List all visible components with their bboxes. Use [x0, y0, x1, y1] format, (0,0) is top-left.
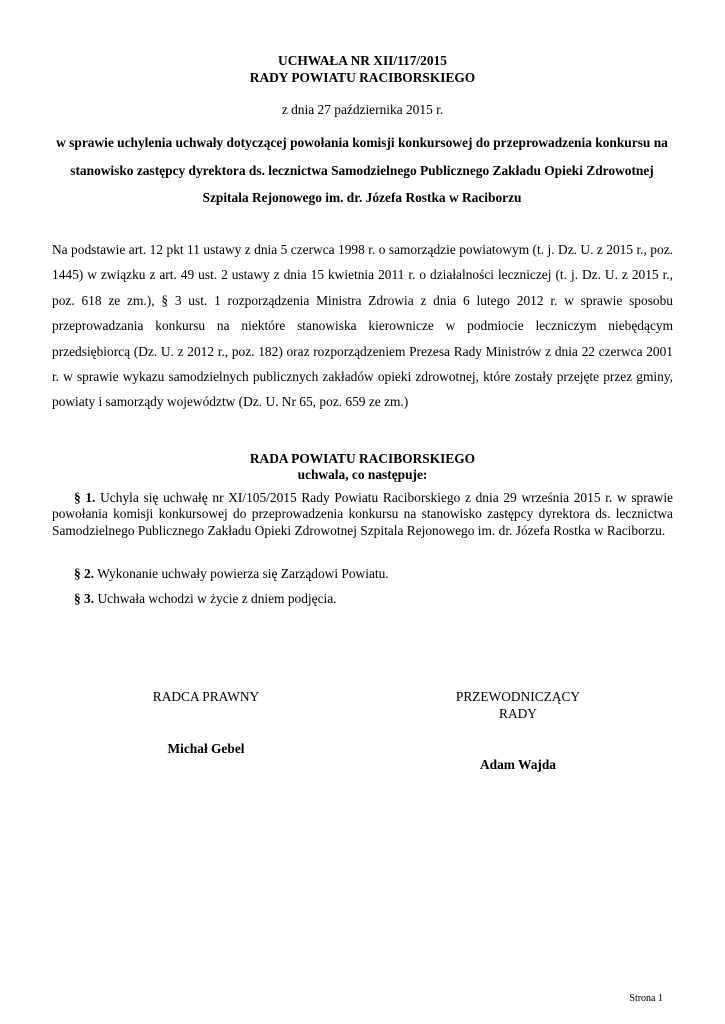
- paragraph-2-text: Wykonanie uchwały powierza się Zarządowi Powiatu.: [97, 566, 389, 581]
- legal-counsel-role: RADCA PRAWNY: [152, 689, 260, 704]
- legal-counsel-name: Michał Gebel: [167, 741, 245, 756]
- paragraph-2: [52, 566, 673, 582]
- council-heading: RADA POWIATU RACIBORSKIEGO: [249, 451, 476, 466]
- paragraph-2-label: § 2.: [74, 566, 95, 581]
- paragraph-3-text: Uchwała wchodzi w życie z dniem podjęcia.: [97, 591, 337, 606]
- chairman-role: PRZEWODNICZĄCY: [455, 689, 581, 704]
- paragraph-3-label: § 3.: [74, 591, 95, 606]
- council-name-title: RADY POWIATU RACIBORSKIEGO: [249, 70, 476, 85]
- resolution-number: UCHWAŁA NR XII/117/2015: [278, 53, 447, 68]
- paragraph-1: [52, 490, 673, 539]
- council-resolves: uchwala, co następuje:: [297, 467, 428, 482]
- legal-basis: Na podstawie art. 12 pkt 11 ustawy z dnia 5 czerwca 1998 r. o samorządzie powiatowym (t. j. Dz. U. z 2015 r., poz. 1445) w związku z art. 49 ust. 2 ustawy z dnia 15 kwietnia 2011 r. o działalności leczniczej (t. j. Dz. U. z 2015 r., poz. 618 ze zm.), § 3 ust. 1 rozporządzenia Ministra Zdrowia z dnia 6 lutego 2012 r. w sprawie sposobu przeprowadzania konkursu na niektóre stanowiska kierownicze w podmiocie leczniczym niebędącym przedsiębiorcą (Dz. U. z 2012 r., poz. 182) oraz rozporządzeniem Prezesa Rady Ministrów z dnia 22 czerwca 2001 r. w sprawie wykazu samodzielnych publicznych zakładów opieki zdrowotnej, które zostały przejęte przez gminy, powiaty i samorządy województw (Dz. U. Nr 65, poz. 659 ze zm.): [52, 242, 673, 410]
- chairman-name: Adam Wajda: [479, 757, 557, 772]
- page-number: Strona 1: [629, 993, 663, 1004]
- paragraph-3: [52, 591, 673, 607]
- paragraph-1-label: § 1.: [74, 490, 96, 505]
- resolution-date: z dnia 27 października 2015 r.: [281, 102, 444, 117]
- resolution-subject: w sprawie uchylenia uchwały dotyczącej powołania komisji konkursowej do przeprowadzenia konkursu na stanowisko zastępcy dyrektora ds. lecznictwa Samodzielnego Publicznego Zakładu Opieki Zdrowotnej Szpitala Rejonowego im. dr. Józefa Rostka w Raciborzu: [56, 135, 668, 205]
- chairman-role-council: RADY: [499, 706, 537, 721]
- paragraph-1-text: Uchyla się uchwałę nr XI/105/2015 Rady Powiatu Raciborskiego z dnia 29 września 2015 r. w sprawie powołania komisji konkursowej do przeprowadzenia konkursu na stanowisko zastępcy dyrektora ds. lecznictwa Samodzielnego Publicznego Zakładu Opieki Zdrowotnej Szpitala Rejonowego im. dr. Józefa Rostka w Raciborzu.: [52, 490, 673, 538]
